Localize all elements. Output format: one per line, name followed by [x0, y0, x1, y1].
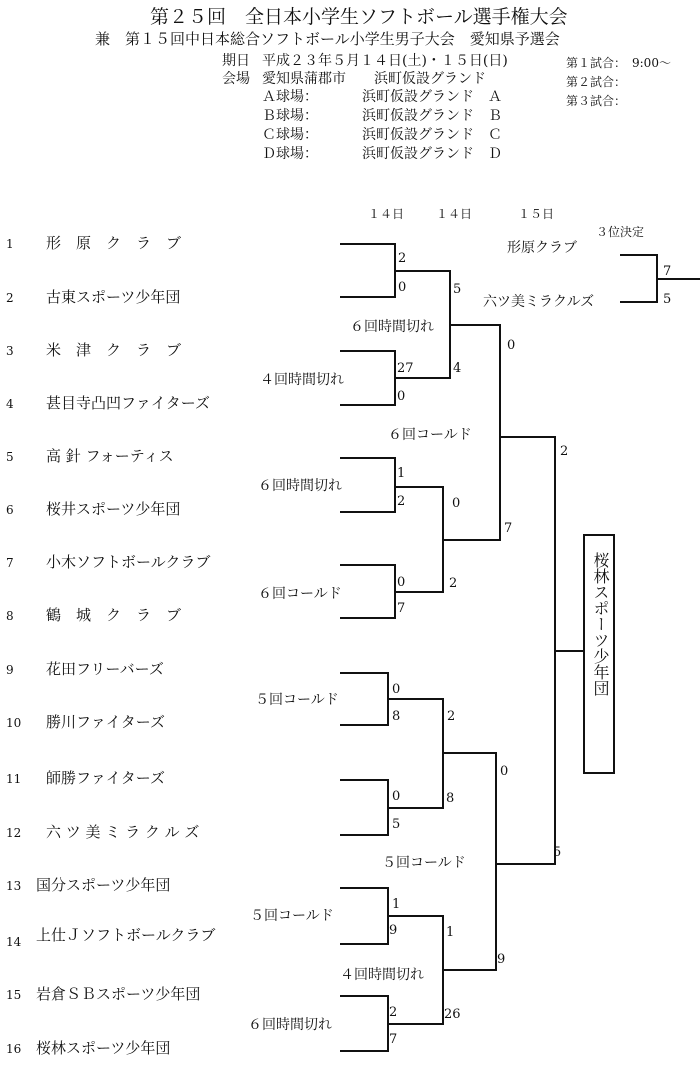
round-1-day: １４日 [368, 207, 405, 221]
score-r1: 0 [398, 280, 407, 295]
team-name: 甚目寺凸凹ファイターズ [46, 394, 210, 412]
field-name-c: Ｃ球場： [262, 127, 318, 143]
game-note: ５回コールド [250, 908, 334, 924]
game-2-time: 第２試合： [566, 75, 627, 89]
score-r1: 1 [392, 897, 401, 912]
team-name: 岩倉ＳＢスポーツ少年団 [36, 985, 201, 1003]
score-r1: 5 [392, 817, 401, 832]
team-name: 形 原 ク ラ ブ [46, 234, 182, 252]
game-note: ６回時間切れ [248, 1017, 332, 1033]
third-place-score-a: 7 [663, 264, 672, 279]
team-name: 高 針 フォーティス [46, 447, 174, 465]
score-r1: 1 [397, 466, 406, 481]
score-r2: 5 [453, 282, 462, 297]
score-r3: 0 [500, 764, 509, 779]
team-name: 六 ツ 美 ミ ラ ク ル ズ [46, 823, 200, 841]
game-3-time: 第３試合： [566, 94, 627, 108]
team-number: 15 [6, 988, 22, 1002]
team-name: 国分スポーツ少年団 [36, 876, 171, 894]
game-note: ６回コールド [388, 427, 472, 443]
score-r1: 2 [389, 1005, 398, 1020]
score-r2: 8 [446, 791, 455, 806]
score-r1: 2 [397, 494, 406, 509]
team-number: 7 [6, 556, 14, 570]
team-number: 5 [6, 450, 14, 464]
game-1-time: 第１試合： 9:00～ [566, 56, 671, 70]
field-name-d: Ｄ球場： [262, 146, 318, 162]
game-note: ６回時間切れ [350, 319, 434, 335]
date-label: 期日 [222, 53, 250, 69]
team-number: 10 [6, 716, 22, 730]
team-number: 1 [6, 237, 14, 251]
third-place-label: ３位決定 [596, 225, 645, 239]
score-r1: 7 [389, 1032, 398, 1047]
field-place-b: 浜町仮設グランド Ｂ [362, 108, 502, 124]
score-r1: 2 [398, 251, 407, 266]
field-name-a: Ａ球場： [262, 89, 318, 105]
round-3-day: １５日 [518, 207, 555, 221]
score-r2: 2 [447, 709, 456, 724]
team-name: 勝川ファイターズ [46, 713, 165, 731]
round-2-day: １４日 [436, 207, 473, 221]
score-r2: 0 [452, 496, 461, 511]
score-r3: 7 [504, 521, 513, 536]
game-note: ５回コールド [255, 692, 339, 708]
team-number: 14 [6, 935, 22, 949]
score-r2: 1 [446, 925, 455, 940]
team-number: 12 [6, 826, 22, 840]
score-r3: 9 [497, 952, 506, 967]
score-r1: 8 [392, 709, 401, 724]
score-r2: 26 [444, 1007, 461, 1022]
score-r1: 0 [392, 789, 401, 804]
team-number: 6 [6, 503, 14, 517]
team-number: 2 [6, 291, 14, 305]
game-note: ６回コールド [258, 586, 342, 602]
page-subtitle: 兼 第１５回中日本総合ソフトボール小学生男子大会 愛知県予選会 [95, 30, 560, 48]
score-final: 5 [553, 845, 562, 860]
champion-name: 桜林スポーツ少年団 [591, 552, 610, 696]
score-r2: 2 [449, 576, 458, 591]
team-name: 桜林スポーツ少年団 [36, 1039, 171, 1057]
team-number: 4 [6, 397, 14, 411]
game-note: ５回コールド [382, 855, 466, 871]
game-note: ６回時間切れ [258, 478, 342, 494]
date-value: 平成２３年５月１４日(土)・１５日(日) [262, 53, 508, 69]
team-name: 桜井スポーツ少年団 [46, 500, 181, 518]
score-r1: 0 [397, 575, 406, 590]
field-place-d: 浜町仮設グランド Ｄ [362, 146, 502, 162]
field-name-b: Ｂ球場： [262, 108, 318, 124]
field-place-c: 浜町仮設グランド Ｃ [362, 127, 502, 143]
score-r1: 0 [392, 682, 401, 697]
score-r1: 9 [389, 923, 398, 938]
third-place-score-b: 5 [663, 292, 672, 307]
team-number: 9 [6, 663, 14, 677]
game-note: ４回時間切れ [340, 967, 424, 983]
page-title: 第２５回 全日本小学生ソフトボール選手権大会 [150, 6, 568, 28]
team-name: 小木ソフトボールクラブ [46, 553, 211, 571]
team-name: 上仕Ｊソフトボールクラブ [36, 926, 216, 944]
team-name: 師勝ファイターズ [46, 769, 165, 787]
third-place-team-b: 六ツ美ミラクルズ [483, 294, 595, 310]
field-place-a: 浜町仮設グランド Ａ [362, 89, 502, 105]
venue-label: 会場 [222, 71, 250, 87]
game-note: ４回時間切れ [260, 372, 344, 388]
score-r3: 0 [507, 338, 516, 353]
score-r2: 4 [453, 361, 462, 376]
team-number: 11 [6, 772, 22, 786]
team-number: 13 [6, 879, 22, 893]
team-name: 米 津 ク ラ ブ [46, 341, 182, 359]
team-name: 花田フリーバーズ [46, 660, 164, 678]
team-number: 3 [6, 344, 14, 358]
score-r1: 0 [397, 389, 406, 404]
team-name: 鶴 城 ク ラ ブ [46, 606, 182, 624]
score-r1: 27 [397, 361, 414, 376]
team-number: 16 [6, 1042, 22, 1056]
team-name: 古東スポーツ少年団 [46, 288, 181, 306]
score-r1: 7 [397, 601, 406, 616]
venue-value: 愛知県蒲郡市 浜町仮設グランド [262, 71, 486, 87]
third-place-team-a: 形原クラブ [507, 240, 577, 256]
team-number: 8 [6, 609, 14, 623]
score-final: 2 [560, 444, 569, 459]
